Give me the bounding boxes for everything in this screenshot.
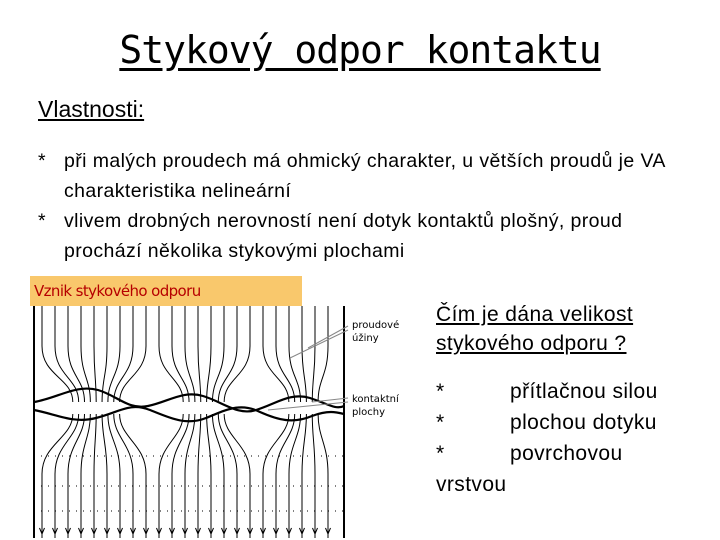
question-text: Čím je dána velikost stykového odporu ? [436, 303, 634, 355]
flow-line [276, 414, 295, 538]
flow-line [198, 306, 201, 402]
section-heading: Vlastnosti: [38, 96, 145, 122]
contact-diagram [28, 306, 420, 538]
figure-caption: Vznik stykového odporu [30, 276, 302, 306]
answer-marker: * [436, 380, 445, 403]
bullet-marker: * [38, 150, 46, 172]
answer-item [436, 376, 706, 407]
flow-line [159, 306, 183, 402]
flow-line [218, 414, 237, 538]
flow-line [55, 414, 79, 538]
bullet-list [38, 146, 698, 266]
flow-line [114, 414, 133, 538]
flow-line [94, 414, 96, 538]
answer-marker: * [436, 442, 445, 465]
label-contact-areas-2: plochy [352, 407, 385, 418]
answer-marker: * [436, 411, 445, 434]
answer-text: plochou dotyku [510, 411, 657, 434]
label-current-constrictions: proudové [352, 320, 400, 331]
flow-line [159, 414, 183, 538]
flow-line [312, 414, 315, 538]
flow-line [207, 414, 211, 538]
flow-line [302, 306, 306, 402]
flow-line [207, 306, 211, 402]
bullet-item [38, 206, 698, 266]
answer-text: přítlačnou silou [510, 380, 658, 403]
bullet-item [38, 146, 698, 206]
flow-line [68, 306, 85, 402]
flow-line [318, 306, 328, 402]
answer-text-continued: vrstvou [436, 473, 507, 496]
flow-line [108, 306, 120, 402]
flow-line [318, 414, 328, 538]
flow-line [312, 306, 315, 402]
flow-line [102, 414, 107, 538]
flow-line [172, 306, 189, 402]
flow-line [94, 306, 96, 402]
slide-title: Stykový odpor kontaktu [119, 28, 601, 72]
answer-item [436, 407, 706, 438]
flow-line [302, 414, 306, 538]
label-contact-areas: kontaktní [352, 394, 399, 405]
flow-line [55, 306, 79, 402]
answer-list [436, 376, 706, 496]
bullet-text: vlivem drobných nerovností není dotyk kontaktů plošný, proud prochází několika stykovými plochami [64, 210, 623, 262]
flow-line [198, 414, 201, 538]
flow-line [102, 306, 107, 402]
leader-line [290, 330, 348, 358]
label-current-constrictions-2: úžiny [352, 333, 379, 344]
flow-line [68, 414, 85, 538]
answer-item [436, 438, 706, 496]
answer-text: povrchovou [510, 442, 623, 465]
flow-line [81, 414, 90, 538]
flow-line [212, 306, 224, 402]
bullet-text: při malých proudech má ohmický charakter, u větších proudů je VA charakteristika nelineární [64, 150, 665, 202]
flow-line [185, 414, 195, 538]
flow-line [172, 414, 189, 538]
bullet-marker: * [38, 210, 46, 232]
